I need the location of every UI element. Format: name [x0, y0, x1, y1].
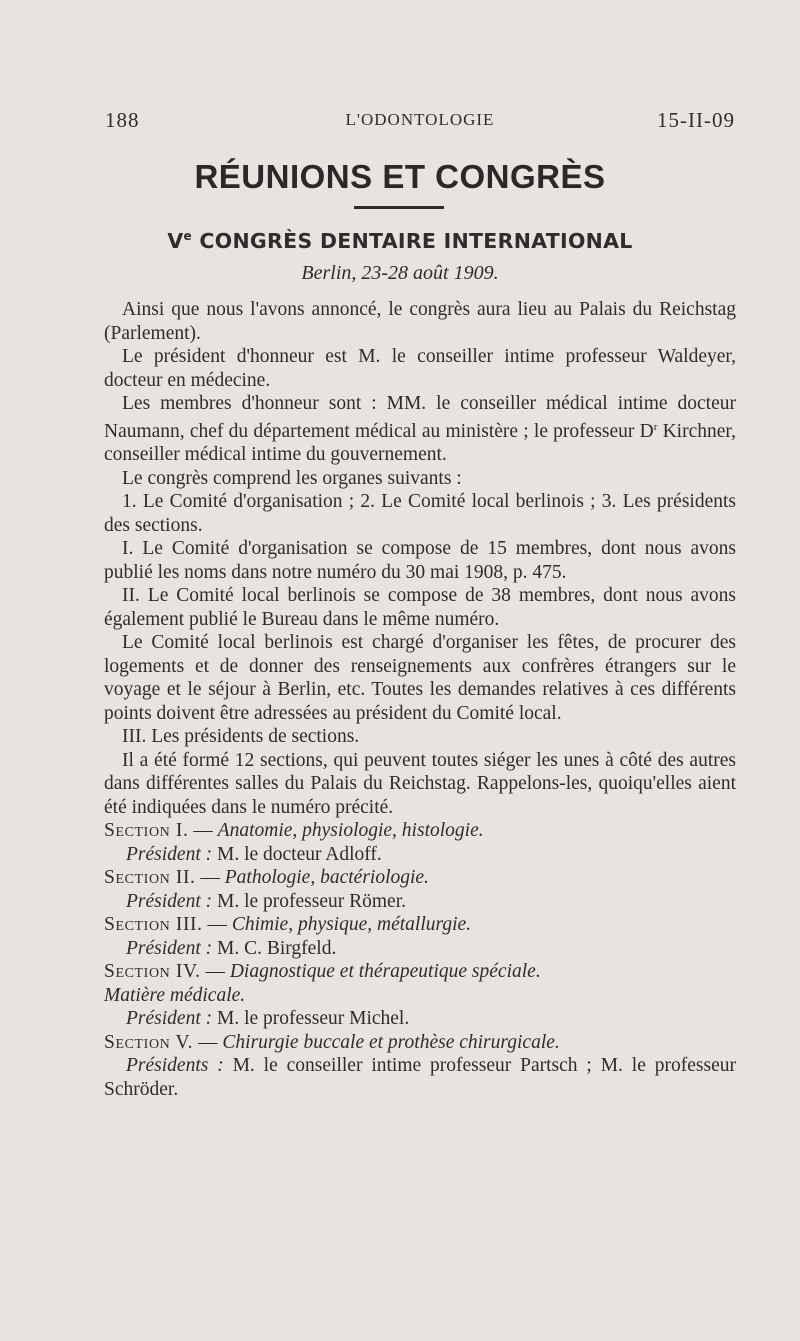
section-topic-continued: Matière médicale.: [104, 984, 246, 1006]
paragraph: Le président d'honneur est M. le conseiller intime professeur Waldeyer, docteur en médecine.: [104, 346, 736, 391]
section-heading: [104, 913, 736, 937]
page-number: 188: [105, 108, 140, 132]
congress-title: [0, 229, 800, 253]
paragraph: I. Le Comité d'organisation se compose de 15 membres, dont nous avons publié les noms dans notre numéro du 30 mai 1908, p. 475.: [104, 538, 736, 583]
section-label: Section III.: [104, 914, 203, 935]
paragraph: III. Les présidents de sections.: [122, 726, 360, 747]
section-topic: Pathologie, bactériologie.: [224, 867, 429, 888]
paragraph: Le congrès comprend les organes suivants :: [122, 467, 462, 489]
section-topic: Chirurgie buccale et prothèse chirurgicale.: [222, 1031, 560, 1053]
president-name: M. le conseiller intime professeur Partsch ; M. le professeur Schröder.: [104, 1055, 736, 1100]
section-label: Section II.: [104, 867, 196, 888]
paragraph: II. Le Comité local berlinois se compose de 38 membres, dont nous avons également publié le Bureau dans le même numéro.: [104, 585, 736, 630]
paragraph: Le Comité local berlinois est chargé d'organiser les fêtes, de procurer des logements et de donner des renseignements aux confrères étrangers sur le voyage et le séjour à Berlin, etc. Toutes les demandes relatives à ces différents points doivent être adressées au président du Comité local.: [104, 632, 736, 724]
section-label: Section V.: [104, 1031, 194, 1053]
journal-title: L'ODONTOLOGIE: [345, 110, 495, 129]
section-dash: —: [195, 867, 225, 888]
section-label: Section IV.: [104, 961, 201, 982]
congress-name: CONGRÈS DENTAIRE INTERNATIONAL: [199, 229, 633, 253]
president-label: Président :: [126, 890, 213, 912]
paragraph-text: Les membres d'honneur sont : MM. le conseiller médical intime docteur Naumann, chef du département médical au ministère ; le professeur D: [104, 393, 736, 442]
president-name: M. C. Birgfeld.: [212, 937, 337, 959]
running-head: [105, 108, 735, 138]
section-topic: Anatomie, physiologie, histologie.: [217, 820, 484, 841]
paragraph-text: Kirchner, conseiller médical intime du gouvernement.: [104, 420, 736, 465]
paragraph: [104, 392, 736, 467]
paragraph: 1. Le Comité d'organisation ; 2. Le Comité local berlinois ; 3. Les présidents des sections.: [104, 491, 736, 536]
congress-ordinal: V: [167, 229, 184, 253]
section-president: [104, 890, 736, 914]
issue-date: 15-II-09: [657, 108, 735, 132]
title-rule: [354, 206, 444, 209]
president-label: Président :: [126, 843, 213, 865]
section-topic: Diagnostique et thérapeutique spéciale.: [229, 961, 541, 982]
paragraph: Ainsi que nous l'avons annoncé, le congrès aura lieu au Palais du Reichstag (Parlement).: [104, 299, 736, 344]
section-dash: —: [188, 820, 218, 841]
page-title: RÉUNIONS ET CONGRÈS: [194, 158, 606, 195]
section-dash: —: [200, 961, 230, 982]
section-president: [104, 1054, 736, 1101]
section-president: [104, 937, 736, 961]
superscript: r: [653, 420, 658, 433]
section-president: [104, 843, 736, 867]
president-label: Président :: [126, 1008, 213, 1029]
section-topic: Chimie, physique, métallurgie.: [231, 914, 472, 935]
president-name: M. le docteur Adloff.: [212, 843, 382, 865]
president-name: M. le professeur Michel.: [212, 1008, 410, 1029]
section-president: [104, 1007, 736, 1031]
president-label: Président :: [126, 937, 213, 959]
section-heading: [104, 819, 736, 843]
congress-ordinal-suffix: e: [183, 229, 192, 243]
congress-place-date: Berlin, 23-28 août 1909.: [301, 262, 499, 284]
paragraph: Il a été formé 12 sections, qui peuvent toutes siéger les unes à côté des autres dans différentes salles du Palais du Reichstag. Rappelons-les, quoiqu'elles aient été indiquées dans le numéro précité.: [104, 749, 736, 818]
section-heading: [104, 866, 736, 890]
section-dash: —: [193, 1031, 223, 1053]
president-label: Présidents :: [126, 1055, 224, 1076]
article-body: [104, 298, 736, 1101]
section-label: Section I.: [104, 820, 189, 841]
section-dash: —: [202, 914, 232, 935]
section-heading: [104, 960, 736, 984]
section-heading: [104, 1031, 736, 1055]
president-name: M. le professeur Römer.: [212, 890, 406, 912]
